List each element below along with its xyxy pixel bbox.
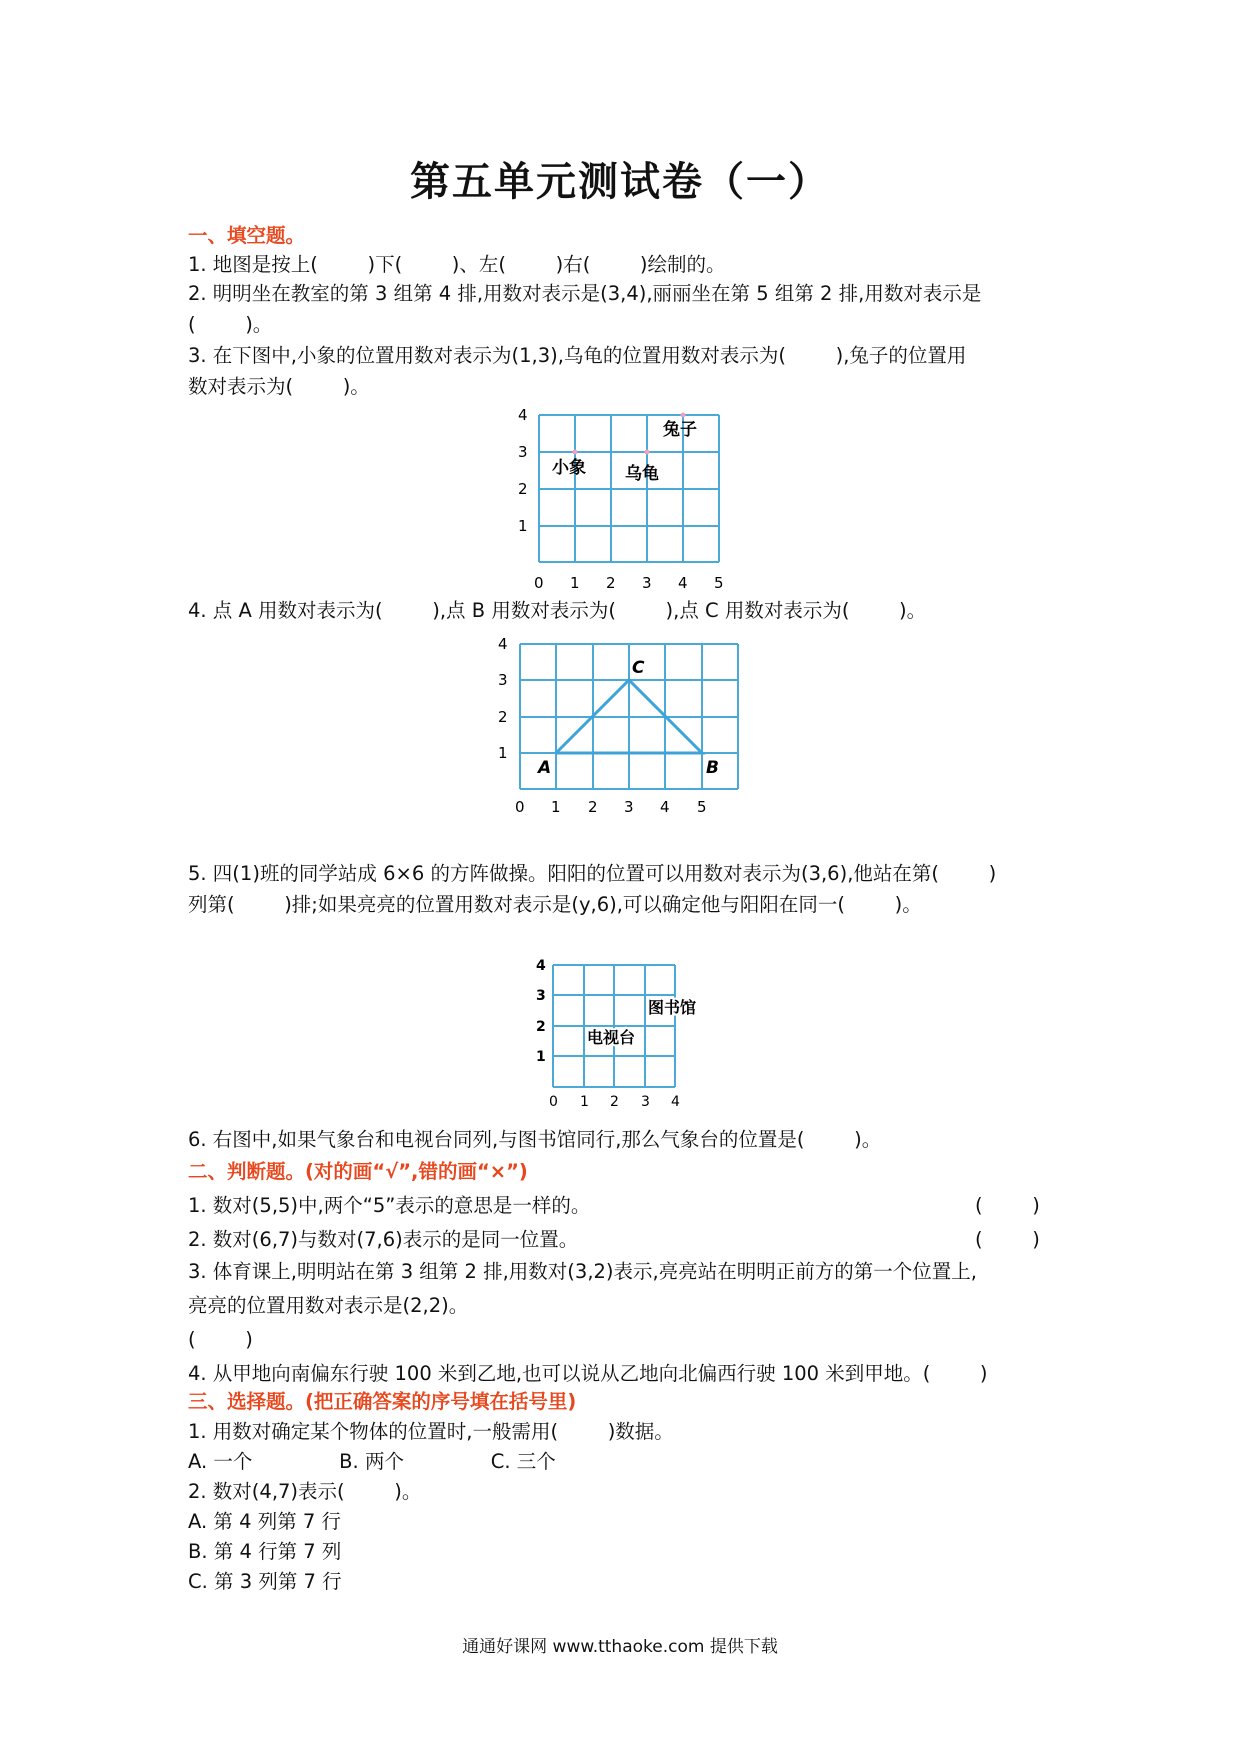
question-1-2-cont: ( )。 xyxy=(188,313,273,336)
point-a-label: A xyxy=(538,758,552,778)
x-tick-0: 0 xyxy=(515,798,525,816)
question-1-2: 2. 明明坐在教室的第 3 组第 4 排,用数对表示是(3,4),丽丽坐在第 5 组第 2 排,用数对表示是 xyxy=(188,282,982,305)
x-tick-3: 3 xyxy=(641,1094,650,1110)
question-1-6: 6. 右图中,如果气象台和电视台同列,与图书馆同行,那么气象台的位置是( )。 xyxy=(188,1128,882,1151)
choice-2-option-b: B. 第 4 行第 7 列 xyxy=(188,1540,342,1563)
section-judge: 二、判断题。(对的画“√”,错的画“×”) xyxy=(188,1160,528,1183)
rabbit-point xyxy=(681,413,686,418)
judge-1: 1. 数对(5,5)中,两个“5”表示的意思是一样的。 xyxy=(188,1194,591,1217)
point-b-label: B xyxy=(706,758,719,778)
x-tick-2: 2 xyxy=(606,574,616,592)
figure-3-building-grid xyxy=(528,953,728,1113)
x-tick-2: 2 xyxy=(588,798,598,816)
x-tick-1: 1 xyxy=(570,574,580,592)
x-tick-3: 3 xyxy=(642,574,652,592)
rabbit-label: 兔子 xyxy=(663,420,697,440)
section-fill-in: 一、填空题。 xyxy=(188,224,306,247)
judge-3: 3. 体育课上,明明站在第 3 组第 2 排,用数对(3,2)表示,亮亮站在明明正前方的第一个位置上, xyxy=(188,1260,977,1283)
library-label: 图书馆 xyxy=(648,998,697,1017)
question-1-5: 5. 四(1)班的同学站成 6×6 的方阵做操。阳阳的位置可以用数对表示为(3,6),他站在第( ) xyxy=(188,862,997,885)
turtle-point xyxy=(645,450,650,455)
judge-2: 2. 数对(6,7)与数对(7,6)表示的是同一位置。 xyxy=(188,1228,579,1251)
y-tick-4: 4 xyxy=(536,958,546,974)
elephant-label: 小象 xyxy=(552,458,586,478)
x-tick-2: 2 xyxy=(610,1094,619,1110)
y-tick-3: 3 xyxy=(498,671,508,689)
point-c-label: C xyxy=(632,658,645,678)
footer-source: 通通好课网 www.tthaoke.com 提供下载 xyxy=(462,1637,778,1657)
choice-1: 1. 用数对确定某个物体的位置时,一般需用( )数据。 xyxy=(188,1420,674,1443)
question-1-3-cont: 数对表示为( )。 xyxy=(188,375,370,398)
y-tick-1: 1 xyxy=(518,517,528,535)
figure-3-grid xyxy=(553,965,675,1087)
figure-2-triangle-grid xyxy=(490,632,750,817)
y-tick-2: 2 xyxy=(498,708,508,726)
y-tick-1: 1 xyxy=(536,1049,546,1065)
y-tick-4: 4 xyxy=(518,406,528,424)
x-tick-0: 0 xyxy=(534,574,544,592)
y-tick-2: 2 xyxy=(518,480,528,498)
y-tick-1: 1 xyxy=(498,744,508,762)
elephant-point xyxy=(573,450,578,455)
x-tick-1: 1 xyxy=(580,1094,589,1110)
judge-1-answer: ( ) xyxy=(975,1194,1040,1217)
choice-1-options: A. 一个 B. 两个 C. 三个 xyxy=(188,1450,556,1473)
choice-2: 2. 数对(4,7)表示( )。 xyxy=(188,1480,422,1503)
judge-4: 4. 从甲地向南偏东行驶 100 米到乙地,也可以说从乙地向北偏西行驶 100 米到甲地。( ) xyxy=(188,1362,988,1385)
y-tick-4: 4 xyxy=(498,635,508,653)
x-tick-4: 4 xyxy=(678,574,688,592)
judge-2-answer: ( ) xyxy=(975,1228,1040,1251)
x-tick-3: 3 xyxy=(624,798,634,816)
x-tick-4: 4 xyxy=(671,1094,680,1110)
choice-2-option-c: C. 第 3 列第 7 行 xyxy=(188,1570,342,1593)
choice-2-option-a: A. 第 4 列第 7 行 xyxy=(188,1510,342,1533)
question-1-5-cont: 列第( )排;如果亮亮的位置用数对表示是(y,6),可以确定他与阳阳在同一( )。 xyxy=(188,893,922,916)
y-tick-3: 3 xyxy=(518,443,528,461)
x-tick-1: 1 xyxy=(551,798,561,816)
x-tick-5: 5 xyxy=(714,574,724,592)
section-choice: 三、选择题。(把正确答案的序号填在括号里) xyxy=(188,1390,577,1413)
x-tick-5: 5 xyxy=(697,798,707,816)
question-1-1: 1. 地图是按上( )下( )、左( )右( )绘制的。 xyxy=(188,253,726,276)
turtle-label: 乌龟 xyxy=(625,464,659,484)
page-title: 第五单元测试卷（一） xyxy=(410,158,830,205)
x-tick-4: 4 xyxy=(660,798,670,816)
y-tick-3: 3 xyxy=(536,988,546,1004)
judge-3-cont: 亮亮的位置用数对表示是(2,2)。 xyxy=(188,1294,469,1317)
judge-3-answer: ( ) xyxy=(188,1328,253,1351)
x-tick-0: 0 xyxy=(549,1094,558,1110)
figure-1-animal-grid xyxy=(500,405,740,595)
question-1-3: 3. 在下图中,小象的位置用数对表示为(1,3),乌龟的位置用数对表示为( ),兔子的位置用 xyxy=(188,344,967,367)
tv-station-label: 电视台 xyxy=(587,1028,636,1047)
question-1-4: 4. 点 A 用数对表示为( ),点 B 用数对表示为( ),点 C 用数对表示为( )。 xyxy=(188,599,927,622)
y-tick-2: 2 xyxy=(536,1019,546,1035)
